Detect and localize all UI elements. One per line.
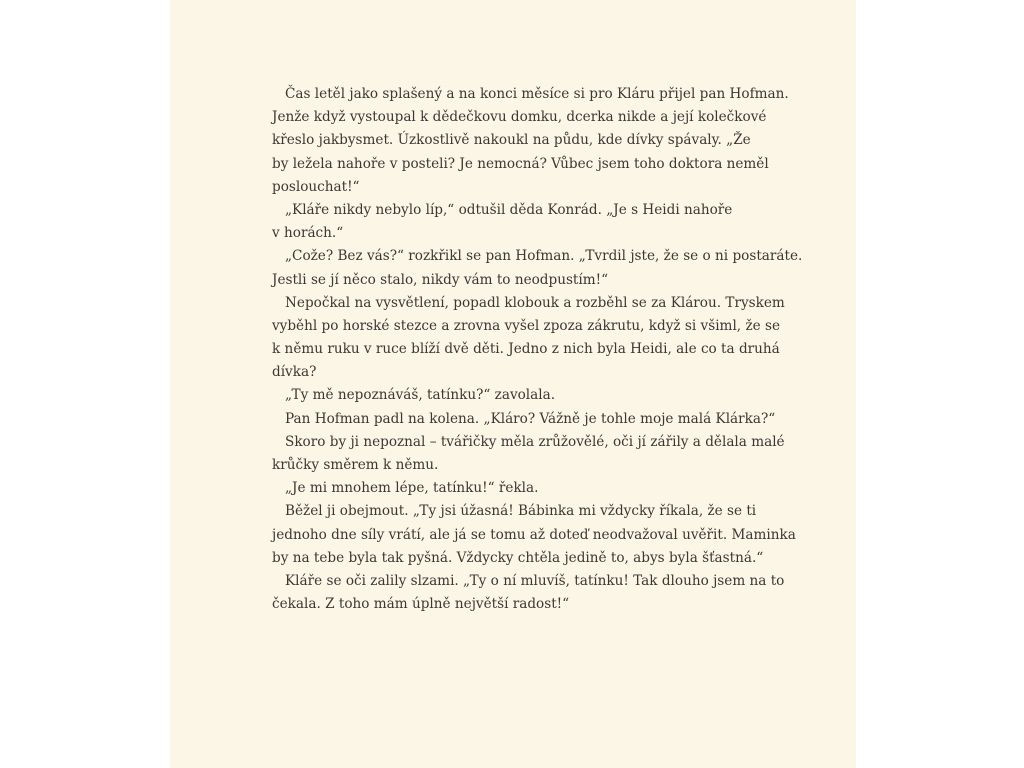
text-line: v horách.“ — [272, 225, 344, 242]
text-line: Nepočkal na vysvětlení, popadl klobouk a rozběhl se za Klárou. Tryskem — [285, 294, 785, 311]
paragraph-10 — [272, 570, 792, 616]
text-line: „Cože? Bez vás?“ rozkřikl se pan Hofman. „Tvrdil jste, že se o ni postaráte. — [285, 248, 803, 265]
paragraph-2 — [272, 199, 792, 245]
text-line: „Ty mě nepoznáváš, tatínku?“ zavolala. — [285, 387, 556, 404]
page-text — [272, 83, 803, 616]
text-line: čekala. Z toho mám úplně největší radost!“ — [272, 596, 570, 613]
text-line: „Je mi mnohem lépe, tatínku!“ řekla. — [285, 480, 539, 497]
text-line: by ležela nahoře v posteli? Je nemocná? Vůbec jsem toho doktora neměl — [272, 155, 769, 172]
paragraph-8 — [272, 477, 792, 500]
paragraph-3 — [272, 245, 803, 291]
paragraph-7 — [272, 431, 792, 477]
text-line: Jestli se jí něco stalo, nikdy vám to neodpustím!“ — [272, 271, 609, 288]
text-line: Pan Hofman padl na kolena. „Kláro? Vážně je tohle moje malá Klárka?“ — [285, 410, 776, 427]
text-line: Skoro by ji nepoznal – tvářičky měla zrůžovělé, oči jí zářily a dělala malé — [285, 433, 785, 450]
text-line: krůčky směrem k němu. — [272, 457, 439, 473]
text-line: „Kláře nikdy nebylo líp,“ odtušil děda Konrád. „Je s Heidi nahoře — [285, 201, 733, 218]
book-page — [170, 0, 856, 768]
text-line: křeslo jakbysmet. Úzkostlivě nakoukl na půdu, kde dívky spávaly. „Že — [272, 132, 751, 149]
text-line: jednoho dne síly vrátí, ale já se tomu až doteď neodvažoval uvěřit. Maminka — [272, 526, 796, 543]
paragraph-6 — [272, 408, 792, 431]
text-line: poslouchat!“ — [272, 178, 360, 195]
text-line: Běžel ji obejmout. „Ty jsi úžasná! Bábinka mi vždycky říkala, že se ti — [285, 503, 757, 520]
text-line: by na tebe byla tak pyšná. Vždycky chtěla jedině to, abys byla šťastná.“ — [272, 549, 764, 566]
paragraph-4 — [272, 292, 792, 385]
paragraph-5 — [272, 384, 792, 407]
text-line: k němu ruku v ruce blíží dvě děti. Jedno z nich byla Heidi, ale co ta druhá — [272, 341, 780, 358]
text-line: Čas letěl jako splašený a na konci měsíce si pro Kláru přijel pan Hofman. — [285, 86, 789, 102]
text-line: Jenže když vystoupal k dědečkovu domku, dcerka nikde a její kolečkové — [272, 109, 767, 126]
paragraph-9 — [272, 500, 796, 570]
text-line: dívka? — [272, 364, 317, 381]
text-line: Kláře se oči zalily slzami. „Ty o ní mluvíš, tatínku! Tak dlouho jsem na to — [285, 572, 785, 589]
paragraph-1 — [272, 83, 792, 199]
text-line: vyběhl po horské stezce a zrovna vyšel zpoza zákrutu, když si všiml, že se — [272, 317, 780, 334]
